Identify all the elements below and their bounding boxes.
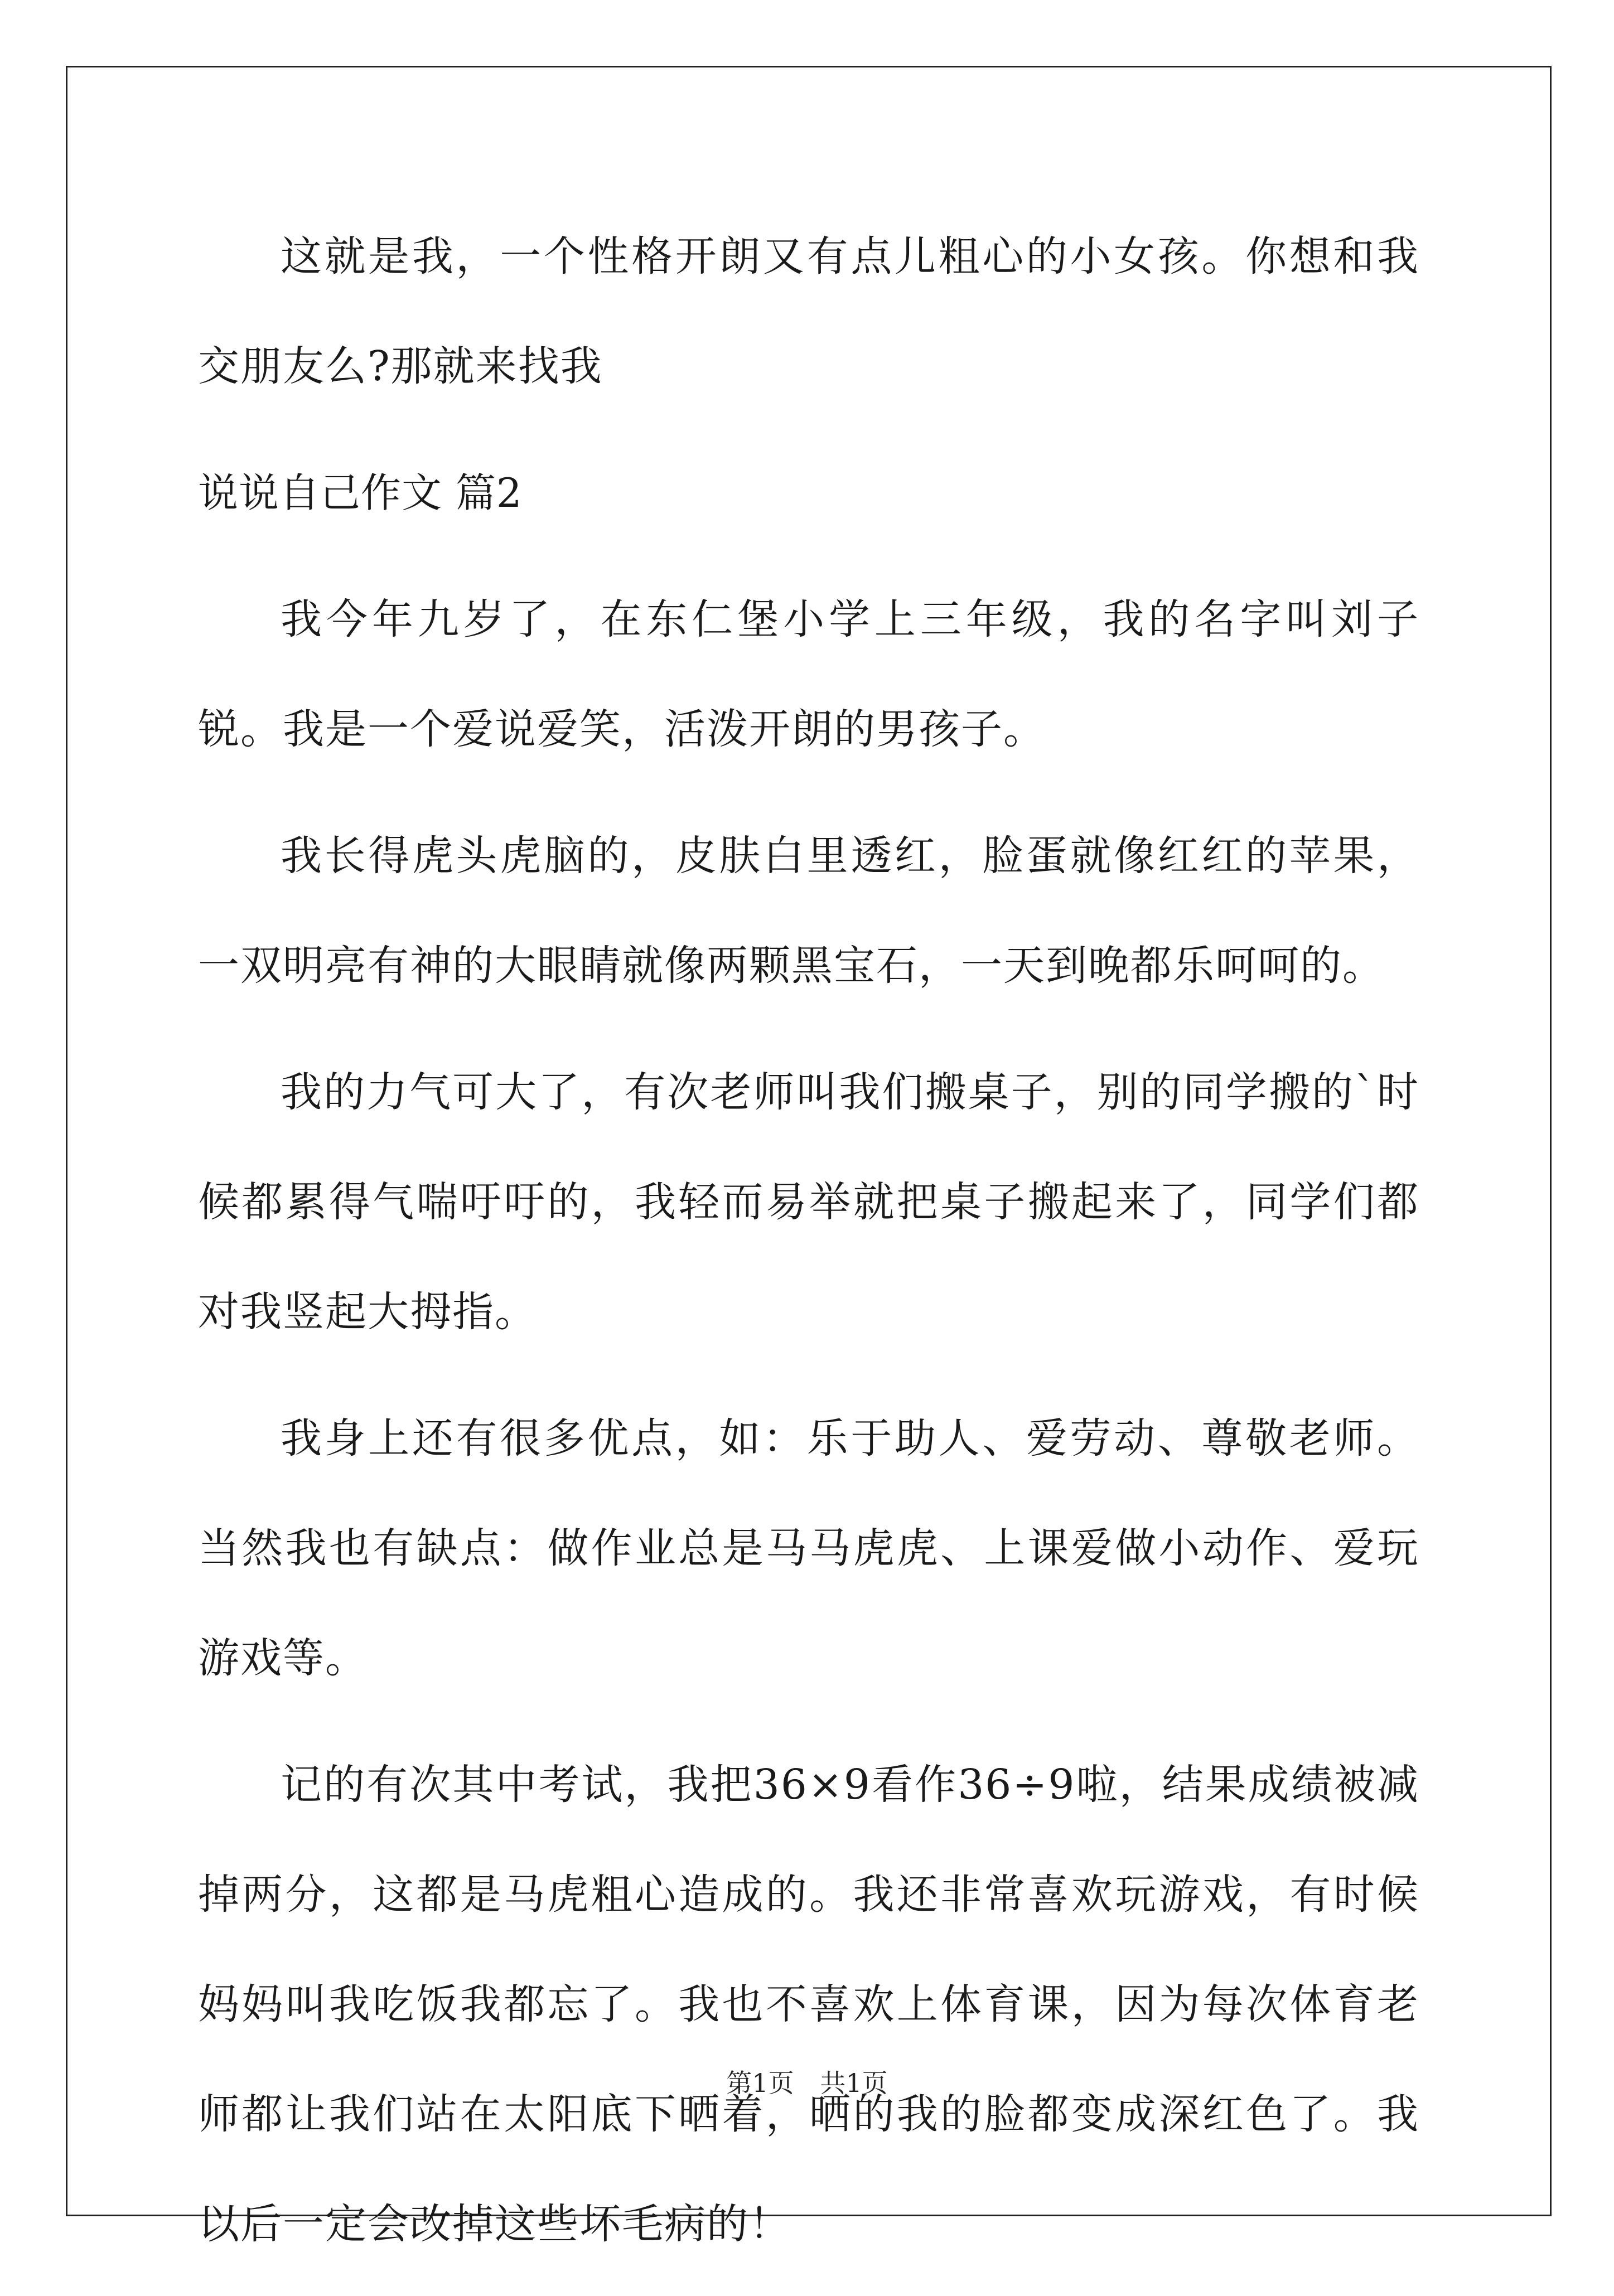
paragraph: 我今年九岁了，在东仁堡小学上三年级，我的名字叫刘子锐。我是一个爱说爱笑，活泼开朗的男孩子。	[198, 595, 1419, 753]
paragraph: 记的有次其中考试，我把36×9看作36÷9啦，结果成绩被减掉两分，这都是马虎粗心造成的。我还非常喜欢玩游戏，有时候妈妈叫我吃饭我都忘了。我也不喜欢上体育课，因为每次体育老师都让我们站在太阳底下晒着，晒的我的脸都变成深红色了。我以后一定会改掉这些坏毛病的！	[198, 1761, 1419, 2248]
page-number: 第1页	[726, 2068, 794, 2098]
document-body	[198, 202, 1419, 2296]
page-footer	[0, 2063, 1614, 2100]
paragraph: 我身上还有很多优点，如：乐于助人、爱劳动、尊敬老师。当然我也有缺点：做作业总是马马虎虎、上课爱做小动作、爱玩游戏等。	[198, 1415, 1419, 1682]
page-total: 共1页	[820, 2068, 888, 2098]
paragraph: 这就是我，一个性格开朗又有点儿粗心的小女孩。你想和我交朋友么?那就来找我	[198, 232, 1419, 390]
section-heading: 说说自己作文 篇2	[198, 469, 523, 516]
paragraph: 我的力气可大了，有次老师叫我们搬桌子，别的同学搬的`时候都累得气喘吁吁的，我轻而易举就把桌子搬起来了，同学们都对我竖起大拇指。	[198, 1068, 1419, 1336]
paragraph: 我长得虎头虎脑的，皮肤白里透红，脸蛋就像红红的苹果，一双明亮有神的大眼睛就像两颗黑宝石，一天到晚都乐呵呵的。	[198, 832, 1419, 990]
